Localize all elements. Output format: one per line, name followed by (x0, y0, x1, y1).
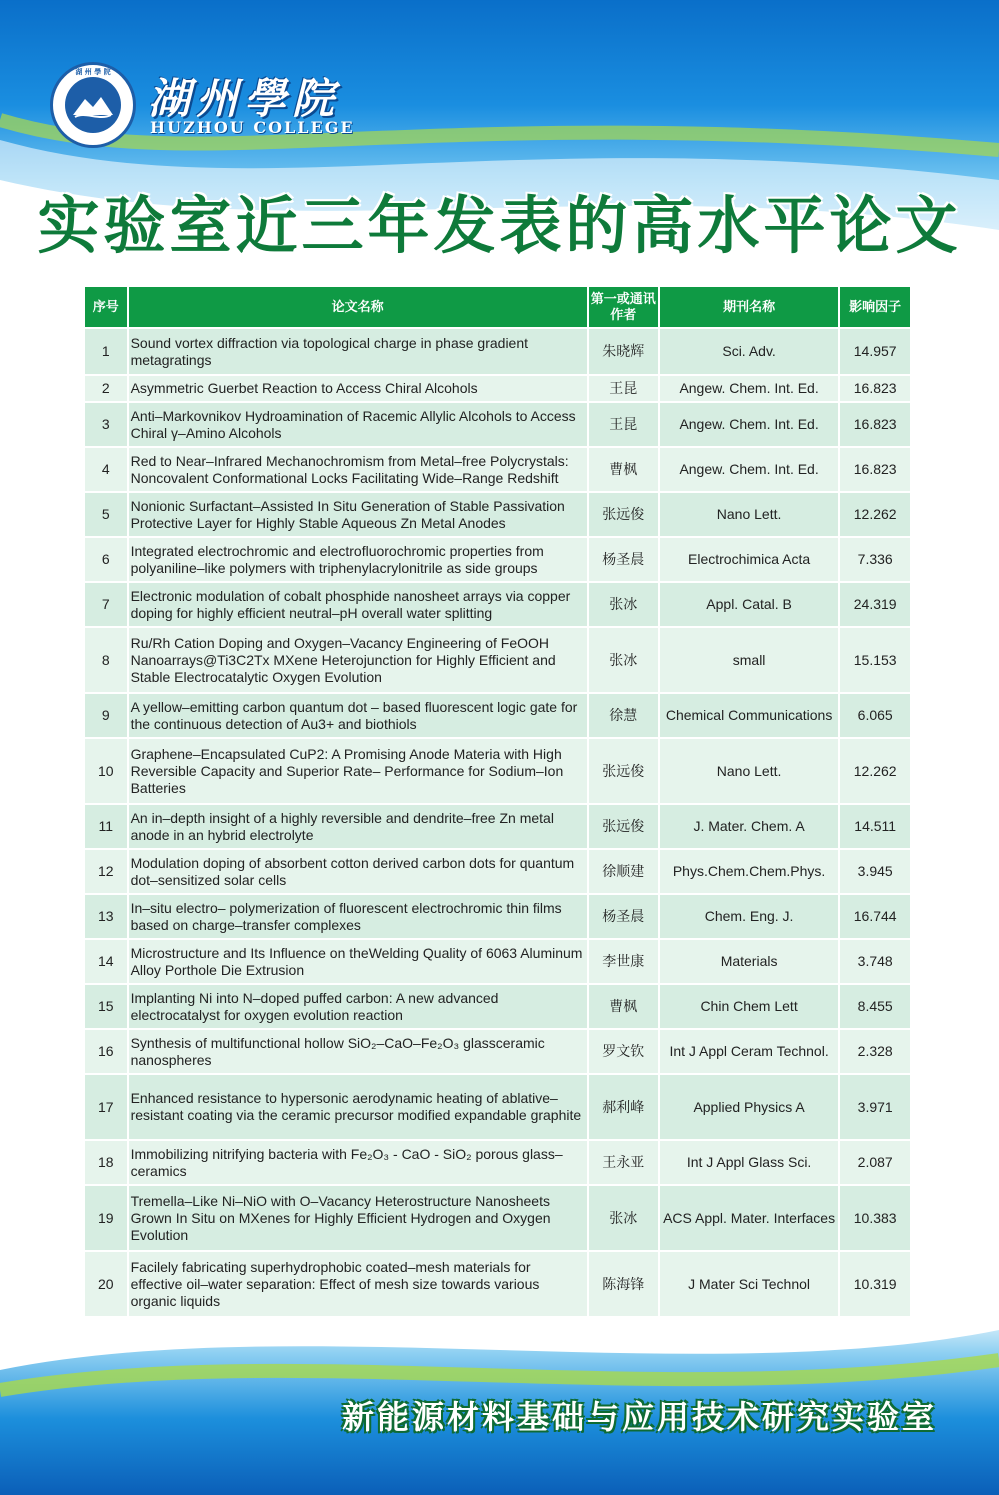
logo-ring-text: 湖 州 學 院 (75, 68, 111, 76)
cell-index: 18 (85, 1141, 127, 1184)
cell-author: 徐慧 (589, 694, 658, 737)
cell-impact-factor: 15.153 (840, 628, 910, 692)
header-index: 序号 (85, 287, 127, 327)
cell-index: 15 (85, 985, 127, 1028)
cell-impact-factor: 10.383 (840, 1186, 910, 1250)
cell-journal: Int J Appl Ceram Technol. (660, 1030, 839, 1073)
cell-title: Ru/Rh Cation Doping and Oxygen–Vacancy Engineering of FeOOH Nanoarrays@Ti3C2Tx MXene Heterojunction for Highly Efficient and Stable Electrocatalytic Oxygen Evolution (129, 628, 587, 692)
cell-author: 张远俊 (589, 739, 658, 803)
cell-impact-factor: 12.262 (840, 739, 910, 803)
cell-impact-factor: 3.971 (840, 1075, 910, 1139)
cell-title: Red to Near–Infrared Mechanochromism from Metal–free Polycrystals: Noncovalent Conformational Locks Facilitating Wide–Range Redshift (129, 448, 587, 491)
cell-journal: Nano Lett. (660, 493, 839, 536)
cell-title: Implanting Ni into N–doped puffed carbon: A new advanced electrocatalyst for oxygen evolution reaction (129, 985, 587, 1028)
cell-title: Anti–Markovnikov Hydroamination of Racemic Allylic Alcohols to Access Chiral γ–Amino Alcohols (129, 403, 587, 446)
school-name-cn: 湖州學院 (148, 74, 341, 123)
mountain-icon (73, 93, 113, 119)
cell-author: 王昆 (589, 403, 658, 446)
cell-journal: small (660, 628, 839, 692)
cell-journal: Appl. Catal. B (660, 583, 839, 626)
table-row (85, 1075, 910, 1139)
cell-impact-factor: 8.455 (840, 985, 910, 1028)
logo-emblem (65, 77, 121, 133)
cell-impact-factor: 3.945 (840, 850, 910, 893)
cell-author: 陈海锋 (589, 1252, 658, 1316)
table-row (85, 583, 910, 626)
cell-journal: ACS Appl. Mater. Interfaces (660, 1186, 839, 1250)
table-row (85, 739, 910, 803)
cell-title: Modulation doping of absorbent cotton derived carbon dots for quantum dot–sensitized solar cells (129, 850, 587, 893)
cell-author: 李世康 (589, 940, 658, 983)
cell-author: 罗文钦 (589, 1030, 658, 1073)
cell-impact-factor: 14.511 (840, 805, 910, 848)
table-row (85, 1030, 910, 1073)
table-body (85, 329, 910, 1316)
cell-author: 王昆 (589, 376, 658, 401)
cell-journal: Angew. Chem. Int. Ed. (660, 376, 839, 401)
cell-impact-factor: 12.262 (840, 493, 910, 536)
cell-title: In–situ electro– polymerization of fluorescent electrochromic thin films based on charge–transfer complexes (129, 895, 587, 938)
cell-impact-factor: 7.336 (840, 538, 910, 581)
cell-author: 张远俊 (589, 805, 658, 848)
table-header-row (85, 287, 910, 327)
cell-author: 张冰 (589, 1186, 658, 1250)
lab-name: 新能源材料基础与应用技术研究实验室 (341, 1398, 937, 1436)
cell-impact-factor: 16.823 (840, 403, 910, 446)
page-title: 实验室近三年发表的高水平论文 (37, 189, 962, 262)
table-row (85, 985, 910, 1028)
cell-author: 朱晓辉 (589, 329, 658, 374)
cell-impact-factor: 10.319 (840, 1252, 910, 1316)
table-row (85, 628, 910, 692)
cell-index: 7 (85, 583, 127, 626)
cell-index: 4 (85, 448, 127, 491)
header-title: 论文名称 (129, 287, 587, 327)
cell-index: 17 (85, 1075, 127, 1139)
cell-index: 12 (85, 850, 127, 893)
papers-table (83, 285, 912, 1318)
cell-author: 张冰 (589, 628, 658, 692)
table-row (85, 1186, 910, 1250)
table-row (85, 403, 910, 446)
cell-title: Integrated electrochromic and electrofluorochromic properties from polyaniline–like polymers with triphenylacrylonitrile as side groups (129, 538, 587, 581)
cell-title: Microstructure and Its Influence on theWelding Quality of 6063 Aluminum Alloy Porthole Die Extrusion (129, 940, 587, 983)
cell-author: 杨圣晨 (589, 538, 658, 581)
cell-journal: J. Mater. Chem. A (660, 805, 839, 848)
cell-title: Synthesis of multifunctional hollow SiO₂–CaO–Fe₂O₃ glassceramic nanospheres (129, 1030, 587, 1073)
cell-index: 2 (85, 376, 127, 401)
college-logo (50, 62, 136, 148)
cell-author: 张冰 (589, 583, 658, 626)
table-row (85, 895, 910, 938)
cell-index: 13 (85, 895, 127, 938)
cell-index: 20 (85, 1252, 127, 1316)
table-row (85, 694, 910, 737)
table-row (85, 1141, 910, 1184)
cell-journal: Angew. Chem. Int. Ed. (660, 403, 839, 446)
cell-impact-factor: 2.087 (840, 1141, 910, 1184)
cell-journal: Applied Physics A (660, 1075, 839, 1139)
table-row (85, 850, 910, 893)
cell-index: 11 (85, 805, 127, 848)
cell-impact-factor: 16.823 (840, 376, 910, 401)
cell-index: 6 (85, 538, 127, 581)
cell-title: Enhanced resistance to hypersonic aerodynamic heating of ablative–resistant coating via the ceramic precursor modified expandable graphite (129, 1075, 587, 1139)
cell-title: Graphene–Encapsulated CuP2: A Promising Anode Materia with High Reversible Capacity and Superior Rate– Performance for Sodium–Ion Batteries (129, 739, 587, 803)
cell-index: 16 (85, 1030, 127, 1073)
cell-author: 曹枫 (589, 448, 658, 491)
cell-index: 1 (85, 329, 127, 374)
table-row (85, 376, 910, 401)
cell-impact-factor: 16.823 (840, 448, 910, 491)
cell-journal: Sci. Adv. (660, 329, 839, 374)
cell-index: 8 (85, 628, 127, 692)
school-name-en: HUZHOU COLLEGE (150, 118, 355, 137)
cell-author: 郝利峰 (589, 1075, 658, 1139)
table-row (85, 538, 910, 581)
table-row (85, 805, 910, 848)
header-author: 第一或通讯作者 (589, 287, 658, 327)
cell-author: 徐顺建 (589, 850, 658, 893)
table-row (85, 1252, 910, 1316)
cell-index: 14 (85, 940, 127, 983)
cell-impact-factor: 2.328 (840, 1030, 910, 1073)
cell-journal: Int J Appl Glass Sci. (660, 1141, 839, 1184)
cell-title: Immobilizing nitrifying bacteria with Fe₂O₃ - CaO - SiO₂ porous glass–ceramics (129, 1141, 587, 1184)
cell-impact-factor: 16.744 (840, 895, 910, 938)
cell-index: 19 (85, 1186, 127, 1250)
table-row (85, 329, 910, 374)
cell-impact-factor: 14.957 (840, 329, 910, 374)
cell-title: Tremella–Like Ni–NiO with O–Vacancy Heterostructure Nanosheets Grown In Situ on MXenes for Highly Efficient Hydrogen and Oxygen Evolution (129, 1186, 587, 1250)
cell-title: Asymmetric Guerbet Reaction to Access Chiral Alcohols (129, 376, 587, 401)
cell-author: 曹枫 (589, 985, 658, 1028)
cell-impact-factor: 3.748 (840, 940, 910, 983)
cell-journal: Electrochimica Acta (660, 538, 839, 581)
cell-author: 王永亚 (589, 1141, 658, 1184)
cell-title: Electronic modulation of cobalt phosphide nanosheet arrays via copper doping for highly efficient neutral–pH overall water splitting (129, 583, 587, 626)
header-journal: 期刊名称 (660, 287, 839, 327)
cell-title: A yellow–emitting carbon quantum dot – based fluorescent logic gate for the continuous detection of Au3+ and biothiols (129, 694, 587, 737)
table-row (85, 493, 910, 536)
cell-author: 张远俊 (589, 493, 658, 536)
header-impact-factor: 影响因子 (840, 287, 910, 327)
cell-journal: Angew. Chem. Int. Ed. (660, 448, 839, 491)
cell-index: 5 (85, 493, 127, 536)
cell-impact-factor: 6.065 (840, 694, 910, 737)
cell-title: Facilely fabricating superhydrophobic coated–mesh materials for effective oil–water separation: Effect of mesh size towards various organic liquids (129, 1252, 587, 1316)
table-row (85, 448, 910, 491)
cell-author: 杨圣晨 (589, 895, 658, 938)
cell-title: Sound vortex diffraction via topological charge in phase gradient metagratings (129, 329, 587, 374)
cell-index: 9 (85, 694, 127, 737)
cell-journal: Chin Chem Lett (660, 985, 839, 1028)
cell-journal: Materials (660, 940, 839, 983)
cell-impact-factor: 24.319 (840, 583, 910, 626)
cell-title: An in–depth insight of a highly reversible and dendrite–free Zn metal anode in an hybrid electrolyte (129, 805, 587, 848)
cell-index: 10 (85, 739, 127, 803)
cell-journal: Phys.Chem.Chem.Phys. (660, 850, 839, 893)
cell-journal: Chem. Eng. J. (660, 895, 839, 938)
cell-journal: J Mater Sci Technol (660, 1252, 839, 1316)
table-row (85, 940, 910, 983)
cell-journal: Chemical Communications (660, 694, 839, 737)
cell-index: 3 (85, 403, 127, 446)
cell-title: Nonionic Surfactant–Assisted In Situ Generation of Stable Passivation Protective Layer for Highly Stable Aqueous Zn Metal Anodes (129, 493, 587, 536)
cell-journal: Nano Lett. (660, 739, 839, 803)
